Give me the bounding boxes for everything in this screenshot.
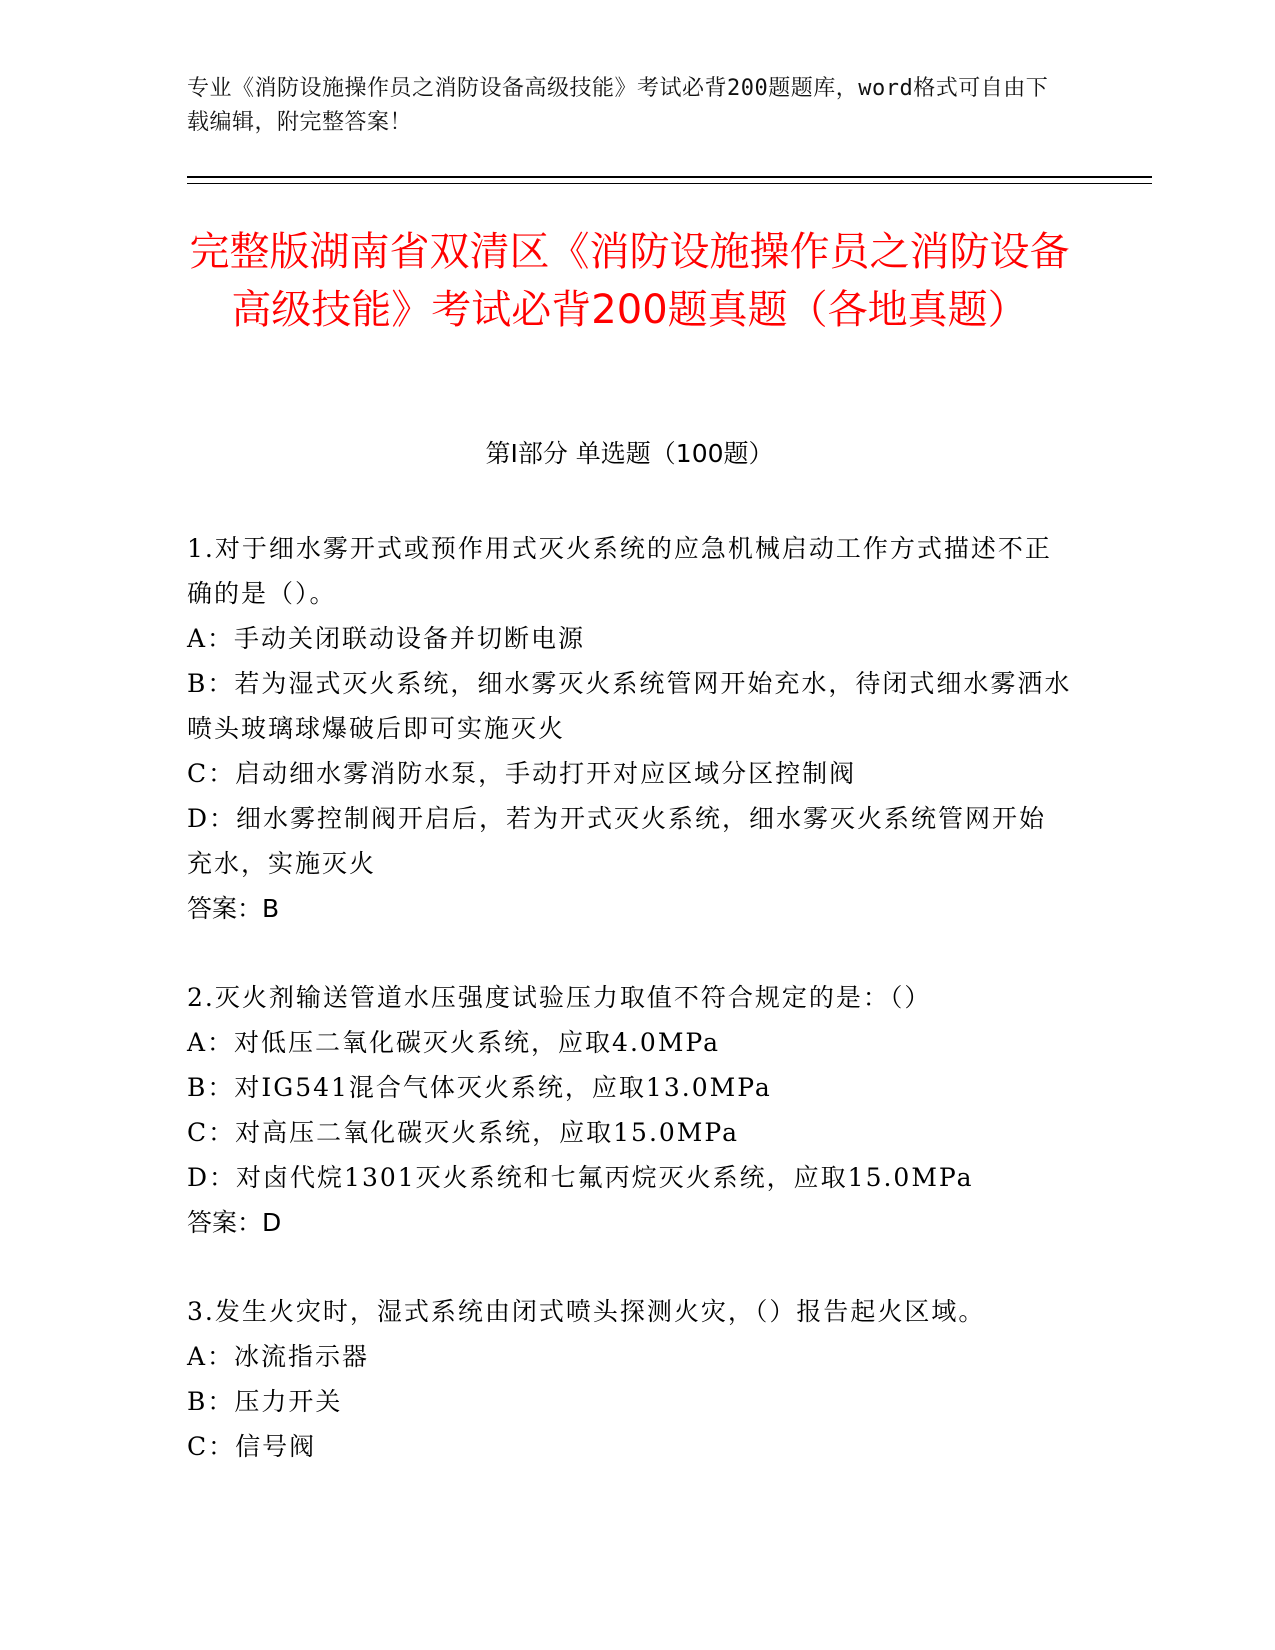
question-stem: 3.发生火灾时，湿式系统由闭式喷头探测火灾，（）报告起火区域。 bbox=[187, 1297, 986, 1326]
question-stem: 1.对于细水雾开式或预作用式灭火系统的应急机械启动工作方式描述不正确的是（）。 bbox=[187, 534, 1052, 608]
option-c: C：启动细水雾消防水泵，手动打开对应区域分区控制阀 bbox=[187, 759, 857, 788]
header-note: 专业《消防设施操作员之消防设备高级技能》考试必背200题题库，word格式可自由下载编辑，附完整答案！ bbox=[187, 76, 1049, 135]
option-b: B：对IG541混合气体灭火系统，应取13.0MPa bbox=[187, 1073, 772, 1102]
option-d: D：对卤代烷1301灭火系统和七氟丙烷灭火系统，应取15.0MPa bbox=[187, 1163, 974, 1192]
question-list bbox=[187, 526, 1072, 1513]
option-b: B：若为湿式灭火系统，细水雾灭火系统管网开始充水，待闭式细水雾洒水喷头玻璃球爆破后即可实施灭火 bbox=[187, 669, 1072, 743]
option-c: C：信号阀 bbox=[187, 1432, 317, 1461]
option-a: A：手动关闭联动设备并切断电源 bbox=[187, 624, 586, 653]
answer: 答案：D bbox=[187, 1208, 282, 1237]
option-a: A：对低压二氧化碳灭火系统，应取4.0MPa bbox=[187, 1028, 721, 1057]
section-heading: 第Ⅰ部分 单选题（100题） bbox=[485, 439, 774, 468]
option-b: B：压力开关 bbox=[187, 1387, 343, 1416]
header-divider-thin bbox=[187, 183, 1152, 184]
option-a: A：冰流指示器 bbox=[187, 1342, 370, 1371]
option-c: C：对高压二氧化碳灭火系统，应取15.0MPa bbox=[187, 1118, 739, 1147]
answer: 答案：B bbox=[187, 894, 280, 923]
question-2 bbox=[187, 975, 1072, 1245]
header-divider-thick bbox=[187, 176, 1152, 178]
question-1 bbox=[187, 526, 1072, 931]
option-d: D：细水雾控制阀开启后，若为开式灭火系统，细水雾灭火系统管网开始充水，实施灭火 bbox=[187, 804, 1047, 878]
document-title: 完整版湖南省双清区《消防设施操作员之消防设备高级技能》考试必背200题真题（各地真题） bbox=[189, 229, 1070, 333]
question-stem: 2.灭火剂输送管道水压强度试验压力取值不符合规定的是：（） bbox=[187, 983, 932, 1012]
question-3 bbox=[187, 1289, 1072, 1469]
